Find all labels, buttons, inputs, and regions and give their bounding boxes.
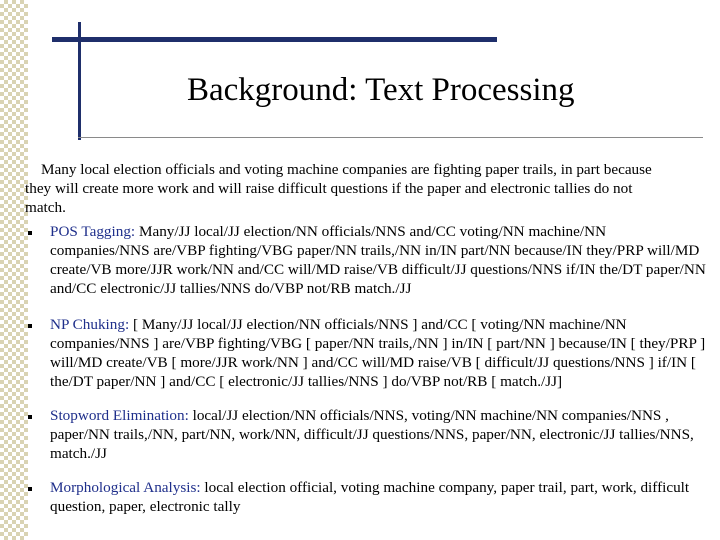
item-text: Many/JJ local/JJ election/NN officials/NNS and/CC voting/NN machine/NN companies/NNS are/VBP fighting/VBG paper/NN trails,/NN in/IN part/NN because/IN they/PRP will/MD create/VB more/JJR work/NN and/CC will/MD raise/VB difficult/JJ questions/NNS if/IN the/DT paper/NN and/CC electronic/JJ tallies/NNS do/VBP not/RB match./JJ bbox=[50, 223, 706, 297]
item-term: Stopword Elimination: bbox=[50, 407, 189, 424]
vertical-accent-bar bbox=[78, 22, 81, 140]
bullet-icon bbox=[28, 231, 32, 235]
bullet-icon bbox=[28, 415, 32, 419]
list-item-morphological-analysis bbox=[26, 478, 706, 516]
list-item-np-chunking bbox=[26, 315, 706, 391]
item-text: [ Many/JJ local/JJ election/NN officials/NNS ] and/CC [ voting/NN machine/NN companies/NNS ] are/VBP fighting/VBG [ paper/NN trails,/NN ] in/IN [ part/NN ] because/IN [ they/PRP ] will/MD create/VB [ more/JJR work/NN ] and/CC will/MD raise/VB [ difficult/JJ questions/NNS ] if/IN [ the/DT paper/NN ] and/CC [ electronic/JJ tallies/NNS ] do/VBP not/RB [ match./JJ] bbox=[50, 316, 706, 390]
item-term: POS Tagging: bbox=[50, 223, 136, 240]
item-term: Morphological Analysis: bbox=[50, 479, 201, 496]
processing-steps-list bbox=[26, 222, 706, 516]
title-accent-bar bbox=[52, 37, 497, 42]
bullet-icon bbox=[28, 487, 32, 491]
item-term: NP Chuking: bbox=[50, 316, 130, 333]
item-text: local election official, voting machine company, paper trail, part, work, difficult question, paper, electronic tally bbox=[50, 479, 690, 515]
list-item-pos-tagging bbox=[26, 222, 706, 298]
slide-title: Background: Text Processing bbox=[187, 72, 575, 108]
title-divider-line bbox=[78, 137, 703, 138]
intro-paragraph: Many local election officials and voting machine companies are fighting paper trails, in part because they will create more work and will raise difficult questions if the paper and electronic tallies do not match. bbox=[25, 161, 652, 216]
checkered-side-border bbox=[0, 0, 28, 540]
bullet-icon bbox=[28, 324, 32, 328]
list-item-stopword-elimination bbox=[26, 406, 706, 463]
item-text: local/JJ election/NN officials/NNS, voting/NN machine/NN companies/NNS , paper/NN trails,/NN, part/NN, work/NN, difficult/JJ questions/NNS, paper/NN, electronic/JJ tallies/NNS, match./JJ bbox=[50, 407, 694, 462]
